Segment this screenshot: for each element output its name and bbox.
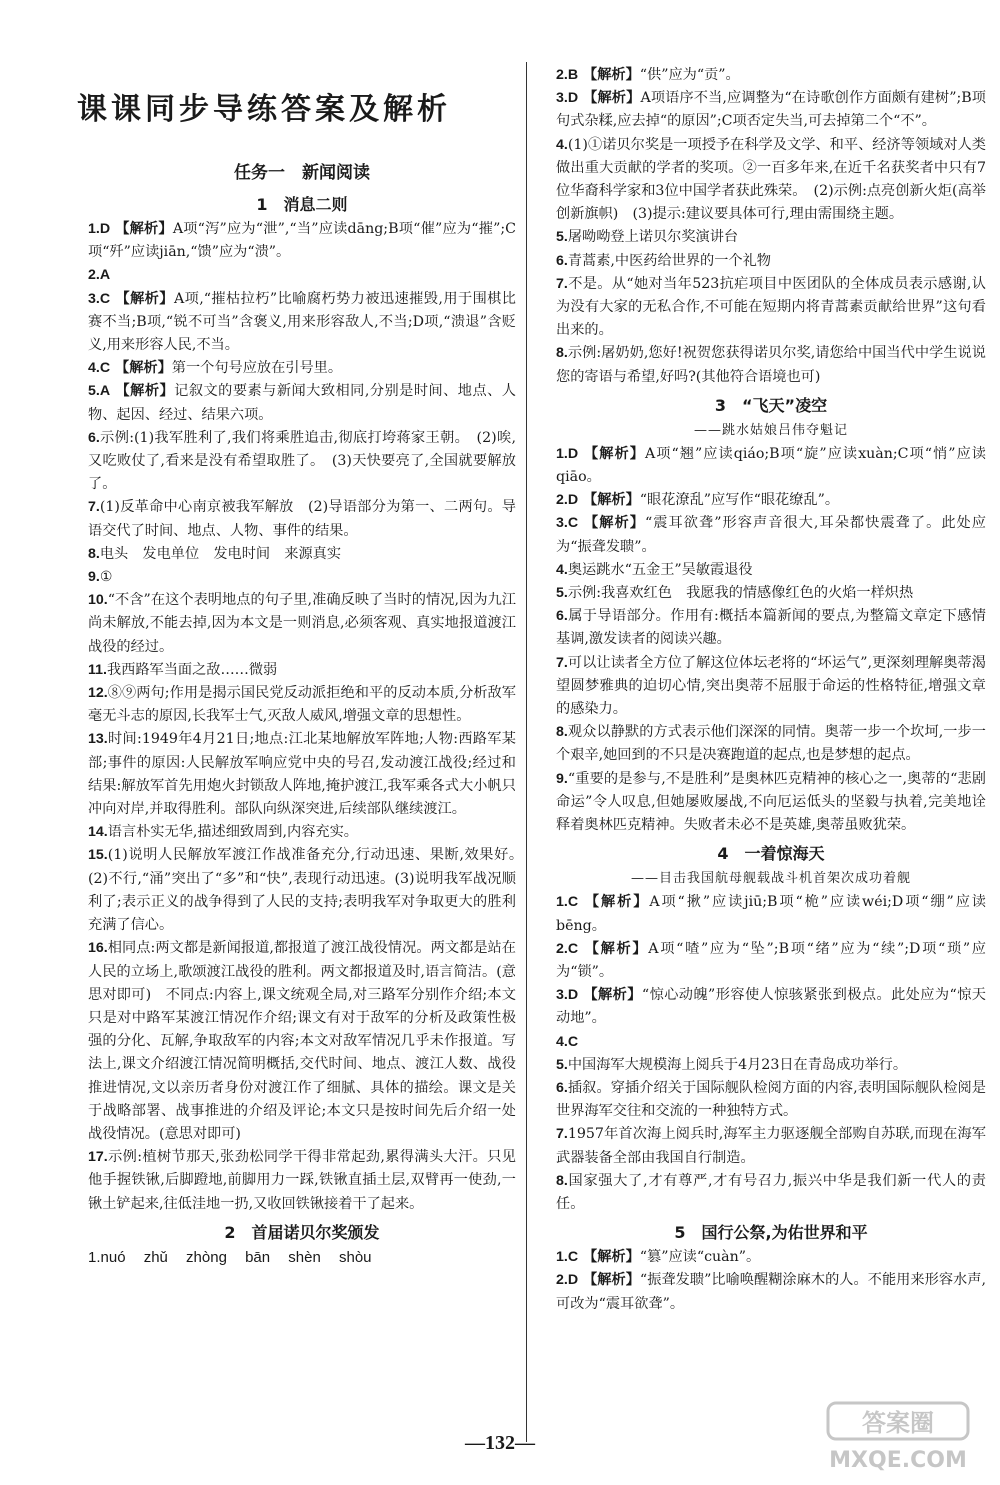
answer-item [556,1077,986,1123]
analysis-tag: 【解析】 [110,383,175,400]
section-4-answers [556,891,986,1216]
answer-item [556,1031,986,1054]
answer-number: 5.A [88,383,111,400]
analysis-tag: 【解析】 [110,290,174,307]
analysis-tag: 【解析】 [578,90,641,107]
answer-number: 7. [556,654,568,671]
answer-text: ① [99,569,113,586]
section-3-title: 3 “飞天”凌空 [714,395,828,415]
answer-item [556,273,986,343]
answer-item [88,543,516,566]
answer-item [556,226,986,249]
answer-number: 7. [88,499,100,516]
answer-number: 4.C [88,360,111,377]
answer-number: 7. [556,1126,568,1143]
answer-text: 青蒿素,中医药给世界的一个礼物 [567,252,771,269]
answer-text: 奥运跳水“五金王”吴敏霞退役 [567,561,753,578]
answer-number: 9. [556,770,568,787]
answer-number: 7. [556,275,568,292]
analysis-tag: 【解析】 [578,67,640,83]
answer-text: 屠呦呦登上诺贝尔奖演讲台 [567,229,739,246]
answer-text: 示例:我喜欢红色 我愿我的情感像红色的火焰一样炽热 [567,585,914,602]
answer-number: 11. [88,661,107,678]
section-3-subtitle: ——跳水姑娘吕伟夺魁记 [693,422,848,438]
answer-text: ⑧⑨两句;作用是揭示国民党反动派拒绝和平的反动本质,分析敌军毫无斗志的原因,长我军士气,灭敌人威风,增强文章的思想性。 [88,685,516,725]
answer-text: “重要的是参与,不是胜利”是奥林匹克精神的核心之一,奥蒂的“悲剧命运”令人叹息,但她屡败屡战,不向厄运低头的坚毅与执着,完美地诠释着奥林匹克精神。失败者未必不是英雄,奥蒂虽败犹荣。 [556,770,986,834]
answer-text: A项,“摧枯拉朽”比喻腐朽势力被迅速摧毁,用于围棋比赛不当;B项,“锐不可当”含褒义,用来形容敌人,不当;D项,“溃退”含贬义,用来形容人民,不当。 [88,290,516,354]
answer-text: 观众以静默的方式表示他们深深的同情。奥蒂一步一个坎坷,一步一个艰辛,她回到的不只是决赛跑道的起点,也是梦想的起点。 [556,724,986,764]
answer-item [556,652,986,722]
answer-item [556,582,986,605]
section-4-title: 4 一着惊海天 [717,844,825,864]
left-content [88,158,531,1269]
svg-text:答案圈: 答案圈 [862,1409,934,1437]
watermark-logo [808,1399,988,1475]
answer-text: (1)说明人民解放军渡江作战准备充分,行动迅速、果断,效果好。 (2)不行,“涌”突出了“多”和“快”,表现行动迅速。(3)说明我军战况顺利了;表示正义的战争得到了人民的支持;表明我军对争取更大的胜利充满了信心。 [88,847,531,934]
answer-item [556,87,986,133]
section-1-answers [88,218,531,1216]
answer-item [88,937,516,1146]
answer-item [88,427,516,497]
section-2-answers [556,64,986,389]
answer-text: 属于导语部分。作用有:概括本篇新闻的要点,为整篇文章定下感情基调,激发读者的阅读兴趣。 [556,608,986,648]
answer-number: 14. [88,824,108,841]
answer-number: 16. [88,940,108,957]
answer-number: 4. [556,561,568,578]
answer-number: 2.A [88,267,111,284]
analysis-tag: 【解析】 [578,987,642,1004]
answer-text: (1)①诺贝尔奖是一项授予在科学及文学、和平、经济等领域对人类做出重大贡献的学者的奖项。②一百多年来,在近千名获奖者中只有7位华裔科学家和3位中国学者获此殊荣。 (2)示例:点亮创新火炬(高举创新旗帜) (3)提示:建议要具体可行,理由需围绕主题。 [556,136,986,223]
answer-text: A项“翘”应读qiáo;B项“旋”应读xuàn;C项“悄”应读qiāo。 [556,445,986,486]
answer-item [556,891,986,937]
answer-item [556,1269,986,1315]
answer-number: 3.C [556,515,579,532]
answer-text: 中国海军大规模海上阅兵于4月23日在青岛成功举行。 [567,1056,908,1073]
answer-number: 8. [556,1172,568,1189]
answer-text: “震耳欲聋”形容声音很大,耳朵都快震聋了。此处应为“振聋发聩”。 [556,515,986,555]
answer-text: 电头 发电单位 发电时间 来源真实 [99,545,342,562]
analysis-tag: 【解析】 [110,360,172,377]
answer-item [556,512,986,558]
answer-item [88,264,516,287]
section-1-title: 1 消息二则 [256,195,348,214]
answer-item [556,938,986,984]
section-2-title: 2 首届诺贝尔奖颁发 [224,1222,380,1242]
answer-item [556,489,986,512]
answer-text: 1957年首次海上阅兵时,海军主力驱逐舰全部购自苏联,而现在海军武器装备全部由我国自行制造。 [556,1126,986,1166]
answer-text: “不含”在这个表明地点的句子里,准确反映了当时的情况,因为九江尚未解放,不能去掉,因为本文是一则消息,必须客观、真实地报道渡江战役的经过。 [88,592,516,655]
answer-number: 8. [556,345,568,362]
answer-item [556,1246,986,1269]
column-divider [526,62,527,1442]
answer-item [88,566,516,589]
answer-number: 6. [556,252,568,269]
analysis-tag: 【解析】 [578,940,649,957]
answer-number: 15. [88,847,108,864]
answer-text: 我西路军当面之敌……微弱 [106,661,278,678]
answer-number: 2.D [556,492,579,509]
answer-text: 可以让读者全方位了解这位体坛老将的“坏运气”,更深刻理解奥蒂渴望圆梦雅典的迫切心情,突出奥蒂不屈服于命运的性格特征,增强文章的感染力。 [556,654,986,718]
answer-item [88,659,516,682]
answer-text: 国家强大了,才有尊严,才有号召力,振兴中华是我们新一代人的责任。 [556,1172,986,1212]
analysis-tag: 【解析】 [578,894,650,911]
analysis-tag: 【解析】 [578,1249,640,1266]
answer-text: 示例:植树节那天,张劲松同学干得非常起劲,累得满头大汗。只见他手握铁锹,后脚蹬地,前脚用力一踩,铁锹直插土层,双臂再一使劲,一锹土铲起来,往低洼地一扔,又收回铁锹接着干了起来。 [88,1149,516,1212]
section-5-title: 5 国行公祭,为佑世界和平 [674,1223,868,1243]
answer-item [556,250,986,273]
answer-number: 12. [88,685,108,702]
answer-item [556,342,986,388]
answer-text: 示例:屠奶奶,您好!祝贺您获得诺贝尔奖,请您给中国当代中学生说说您的寄语与希望,好吗?(其他符合语境也可) [556,345,986,385]
answer-number: 6. [88,429,100,446]
answer-item [556,559,986,582]
analysis-tag: 【解析】 [578,492,640,509]
answer-text: 时间:1949年4月21日;地点:江北某地解放军阵地;人物:西路军某部;事件的原因:人民解放军响应党中央的号召,发动渡江战役;经过和结果:解放军首先用炮火封锁敌人阵地,掩护渡江,我军乘各式大小帆只冲向对岸,并取得胜利。部队向纵深突进,后续部队继续渡江。 [88,731,516,818]
answer-number: 3.D [556,90,579,107]
answer-text: “眼花潦乱”应写作“眼花缭乱”。 [639,492,840,509]
section-3-answers [556,443,986,837]
answer-text: A项“喳”应为“坠”;B项“绪”应为“续”;D项“琐”应为“锁”。 [556,940,986,980]
answer-item [556,721,986,767]
answer-number: 5. [556,585,568,602]
section-4-subtitle: ——目击我国航母舰载战斗机首架次成功着舰 [630,871,911,887]
answer-item [88,218,516,264]
analysis-tag: 【解析】 [578,1272,640,1289]
answer-item [88,844,531,937]
answer-item [88,288,516,358]
answer-number: 1.C [556,894,579,911]
answer-number: 5. [556,229,568,246]
answer-item [88,589,516,659]
answer-text: “振聋发聩”比喻唤醒糊涂麻木的人。不能用来形容水声,可改为“震耳欲聋”。 [556,1272,986,1312]
pinyin-answer: 1.nuó zhǔ zhòng bān shèn shòu [88,1248,372,1266]
task-heading: 任务一 新闻阅读 [234,163,370,183]
answer-text: “惊心动魄”形容使人惊骇紧张到极点。此处应为“惊天动地”。 [556,987,986,1027]
answer-text: 不是。从“她对当年523抗疟项目中医团队的全体成员表示感谢,认为没有大家的无私合作,不可能在短期内将青蒿素贡献给世界”这句看出来的。 [556,275,986,339]
answer-number: 8. [556,724,568,741]
analysis-tag: 【解析】 [578,515,645,532]
answer-text: “篡”应读“cuàn”。 [639,1249,761,1266]
answer-item [556,605,986,651]
answer-number: 1.D [88,221,111,237]
answer-text: A项语序不当,应调整为“在诗歌创作方面颇有建树”;B项句式杂糅,应去掉“的原因”;C项否定失当,可去掉第二个“不”。 [556,90,986,130]
answer-number: 3.C [88,290,111,307]
answer-text: A项“揪”应读jiū;B项“桅”应读wéi;D项“绷”应读bēng。 [556,894,986,934]
answer-item [556,984,986,1030]
answer-number: 4.C [556,1033,579,1050]
answer-item [556,1123,986,1169]
answer-text: 示例:(1)我军胜利了,我们将乘胜追击,彻底打垮蒋家王朝。 (2)唉,又吃败仗了,看来是没有希望取胜了。 (3)天快要亮了,全国就要解放了。 [88,429,516,493]
analysis-tag: 【解析】 [110,221,173,237]
answer-number: 9. [88,569,100,586]
answer-item [556,64,986,87]
answer-item [88,682,516,728]
answer-number: 13. [88,731,108,748]
answer-number: 2.D [556,1272,579,1289]
answer-text: 相同点:两文都是新闻报道,都报道了渡江战役情况。两文都是站在人民的立场上,歌颂渡江战役的胜利。两文都报道及时,语言简洁。(意思对即可) 不同点:内容上,课文统观全局,对三路军分别作介绍;本文只是对中路军某渡江情况作介绍;课文有对于敌军的分析及政策性极强的分化、瓦解,争取敌军的内容;本文对敌军情况几乎未作报道。写法上,课文介绍渡江情况简明概括,交代时间、地点、渡江人数、战役推进情况,文以亲历者身份对渡江作了细腻、具体的描绘。课文是关于战略部署、战事推进的介绍及评论;本文只是按时间先后介绍一处战役情况。(意思对即可) [88,940,516,1142]
answer-text: 第一个句号应放在引号里。 [171,360,343,377]
svg-text:MXQE.COM: MXQE.COM [829,1448,967,1473]
answer-item [88,380,516,426]
answer-item [88,1146,516,1216]
page-title: 课课同步导练答案及解析 [77,92,451,127]
answer-text: 记叙文的要素与新闻大致相同,分别是时间、地点、人物、起因、经过、结果六项。 [88,383,516,423]
answer-item [556,768,986,838]
answer-number: 2.B [556,67,579,83]
answer-number: 1.C [556,1249,579,1266]
answer-item [556,1054,986,1077]
answer-item [88,357,516,380]
answer-text: 语言朴实无华,描述细致周到,内容充实。 [107,824,358,841]
answer-number: 8. [88,545,100,562]
analysis-tag: 【解析】 [578,445,645,462]
answer-text: “供”应为“贡”。 [639,67,740,83]
answer-number: 4. [556,136,568,153]
answer-item [88,728,516,821]
section-5-answers [556,1246,986,1316]
answer-item [556,1170,986,1216]
answer-text: 插叙。穿插介绍关于国际舰队检阅方面的内容,表明国际舰队检阅是世界海军交往和交流的一种独特方式。 [556,1079,986,1120]
answer-item [556,443,986,489]
answer-item [88,496,516,542]
answer-number: 2.C [556,940,579,957]
answer-text: A项“泻”应为“泄”,“当”应读dāng;B项“催”应为“摧”;C项“歼”应读jiān,“馈”应为“溃”。 [88,221,516,261]
answer-number: 10. [88,592,108,609]
answer-number: 5. [556,1056,568,1073]
answer-number: 3.D [556,987,579,1004]
answer-item [88,821,516,844]
page-number: —132— [465,1432,535,1454]
answer-item [556,134,986,227]
answer-text: (1)反革命中心南京被我军解放 (2)导语部分为第一、二两句。导语交代了时间、地点、人物、事件的结果。 [88,499,516,539]
answer-number: 17. [88,1149,108,1166]
answer-number: 6. [556,608,568,625]
answer-number: 1.D [556,445,579,462]
answer-number: 6. [556,1079,568,1096]
right-content [556,64,986,1316]
